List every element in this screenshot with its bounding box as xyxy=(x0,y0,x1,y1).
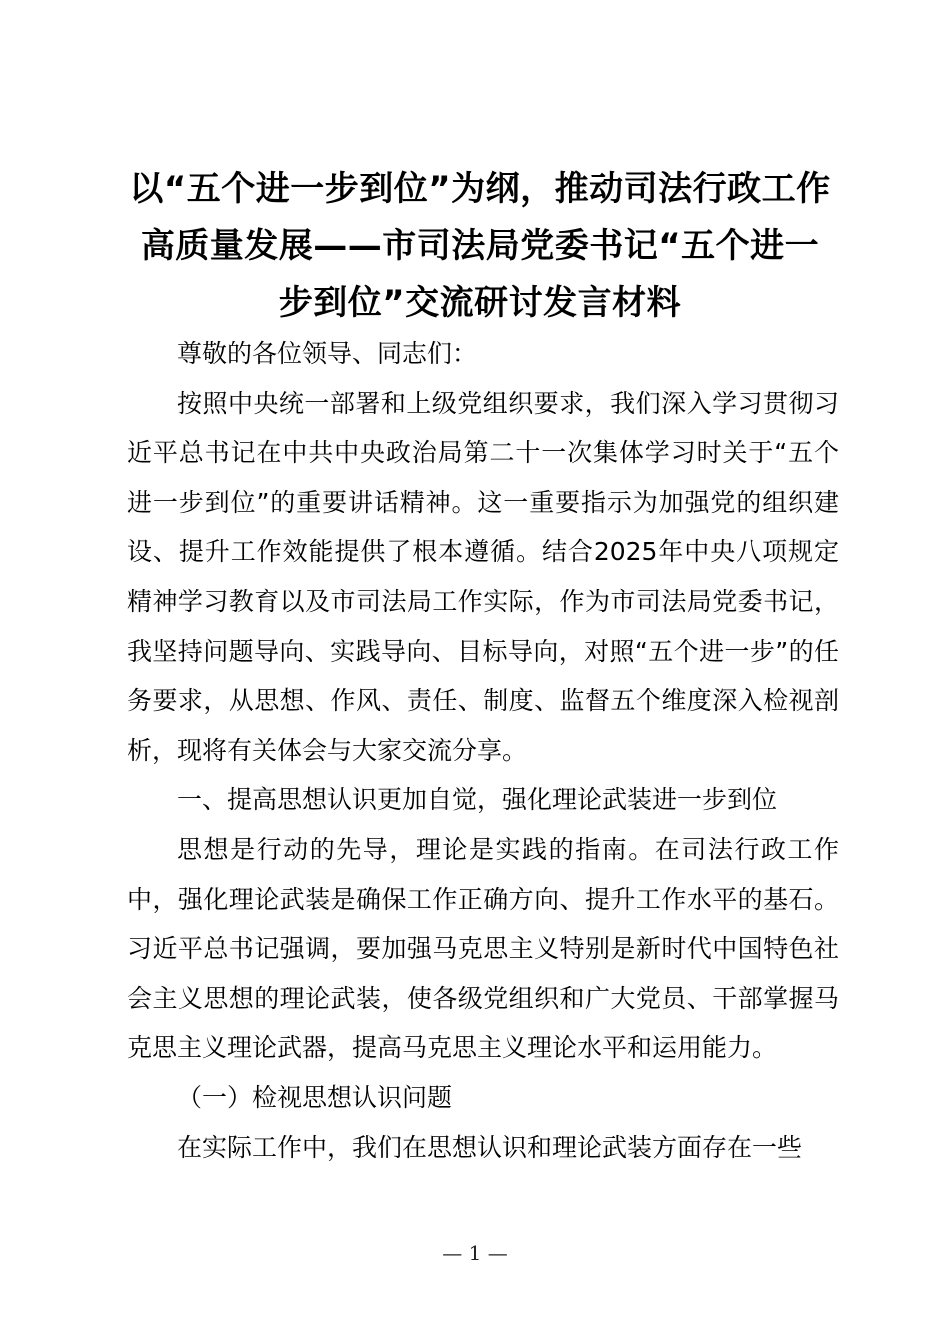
body-paragraph: 在实际工作中，我们在思想认识和理论武装方面存在一些 xyxy=(177,1132,803,1162)
intro-paragraph: 按照中央统一部署和上级党组织要求，我们深入学习贯彻习近平总书记在中共中央政治局第二十一次集体学习时关于“五个进一步到位”的重要讲话精神。这一重要指示为加强党的组织建设、提升工作效能提供了根本遵循。结合2025年中央八项规定精神学习教育以及市司法局工作实际，作为市司法局党委书记，我坚持问题导向、实践导向、目标导向，对照“五个进一步”的任务要求，从思想、作风、责任、制度、监督五个维度深入检视剖析，现将有关体会与大家交流分享。 xyxy=(127,388,839,765)
section-heading: 一、提高思想认识更加自觉，强化理论武装进一步到位 xyxy=(177,785,778,815)
body-paragraph: 思想是行动的先导，理论是实践的指南。在司法行政工作中，强化理论武装是确保工作正确方向、提升工作水平的基石。习近平总书记强调，要加强马克思主义特别是新时代中国特色社会主义思想的理论武装，使各级党组织和广大党员、干部掌握马克思主义理论武器，提高马克思主义理论水平和运用能力。 xyxy=(127,834,839,1063)
subsection-heading: （一）检视思想认识问题 xyxy=(177,1082,453,1112)
document-body xyxy=(127,329,839,1172)
salutation-paragraph: 尊敬的各位领导、同志们： xyxy=(177,339,478,368)
page-number: — 1 — xyxy=(442,1241,508,1265)
document-title: 以“五个进一步到位”为纲，推动司法行政工作高质量发展——市司法局党委书记“五个进一步到位”交流研讨发言材料 xyxy=(129,169,831,323)
